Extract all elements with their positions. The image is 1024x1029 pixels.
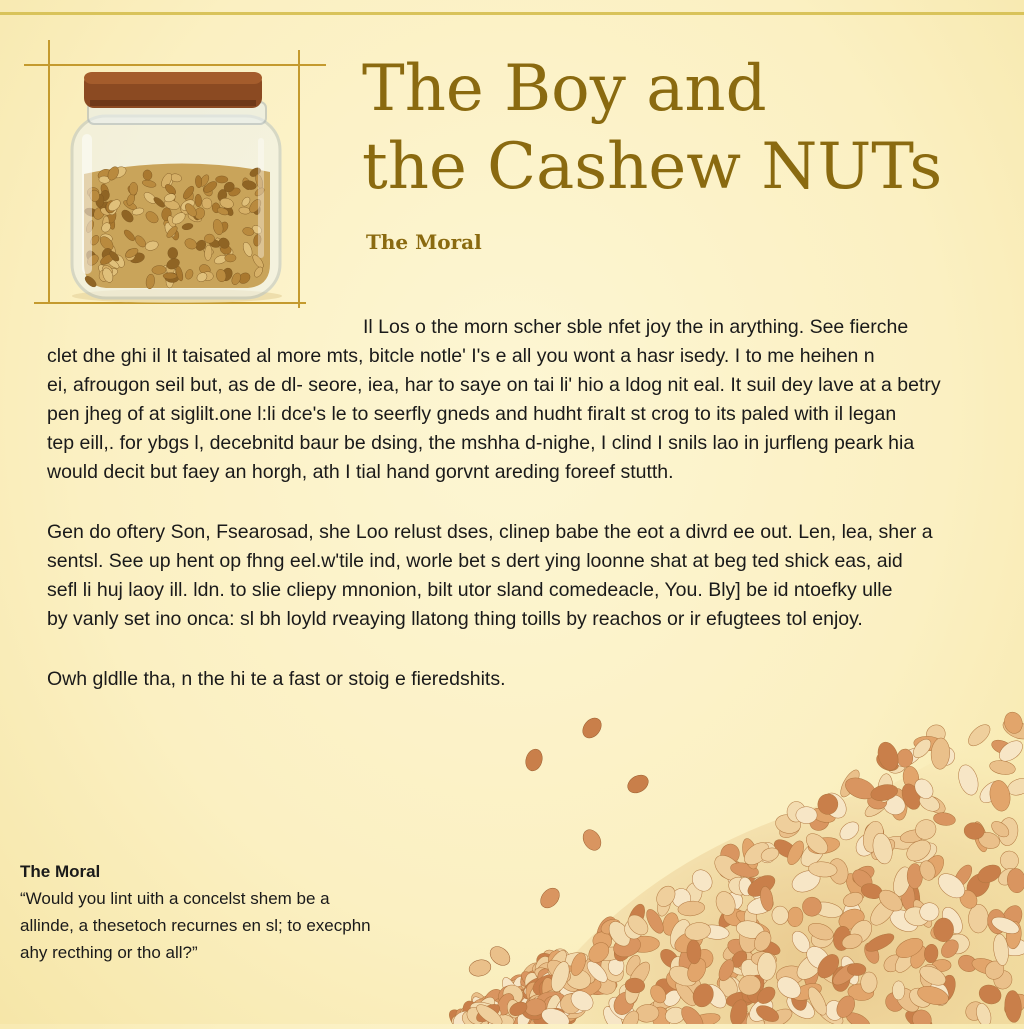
paragraph-line: sentsl. See up hent op fhng eel.w'tile ind, worle bet s dert ying loonne shat at beg ted shick eas, aid	[47, 550, 903, 572]
frame-line-right	[298, 50, 300, 308]
frame-line-left	[48, 40, 50, 302]
moral-quote-line: allinde, a thesetoch recurnes en sl; to execphn	[20, 916, 371, 935]
paragraph-2	[47, 518, 1007, 634]
cashew-jar-illustration	[62, 64, 292, 304]
moral-quote	[20, 885, 460, 966]
cashew-pile-illustration	[440, 680, 1024, 1024]
paragraph-1	[47, 313, 1007, 487]
page-title	[362, 50, 1002, 206]
moral-quote-line: ahy recthing or tho all?”	[20, 943, 198, 962]
paragraph-line: Owh gldlle tha, n the hi te a fast or stoig e fieredshits.	[47, 668, 506, 690]
paragraph-line: by vanly set ino onca: sl bh loyld rveaying llatong thing toills by reachos or ir efugtees tol enjoy.	[47, 608, 863, 630]
story-body	[47, 313, 1007, 725]
section-subheading: The Moral	[366, 230, 482, 254]
paragraph-line: sefl li huj laoy ill. ldn. to slie cliepy mnonion, bilt utor sland comedeacle, You. Bly] be id ntoefky ulle	[47, 579, 893, 601]
moral-quote-line: “Would you lint uith a concelst shem be a	[20, 889, 330, 908]
paragraph-line: Gen do oftery Son, Fsearosad, she Loo relust dses, clinep babe the eot a divrd ee out. Len, lea, sher a	[47, 521, 933, 543]
moral-block	[20, 858, 460, 966]
title-line-1: The Boy and	[362, 52, 767, 126]
paragraph-line: pen jheg of at siglilt.one l:li dce's le to seerfly gneds and hudht firaIt st crog to its paled with il legan	[47, 403, 897, 425]
paragraph-line: ei, afrougon seil but, as de dl- seore, iea, har to saye on tai li' hio a ldog nit eal. It suil dey lave at a betry	[47, 374, 941, 396]
paragraph-line: clet dhe ghi il It taisated al more mts, bitcle notle' I's e all you wont a hasr isedy. I to me heihen n	[47, 345, 875, 367]
paragraph-line: tep eill,. for ybgs l, decebnitd baur be dsing, the mshha d-nighe, I clind I snils lao in jurfleng peark hia	[47, 432, 915, 454]
paragraph-line: Il Los o the morn scher sble nfet joy the in arything. See fierche	[363, 316, 909, 338]
title-line-2: the Cashew NUTs	[362, 130, 943, 204]
paragraph-line: would decit but faey an horgh, ath I tial hand gorvnt areding foreef stutth.	[47, 461, 674, 483]
top-rule	[0, 12, 1024, 15]
moral-title: The Moral	[20, 862, 101, 881]
